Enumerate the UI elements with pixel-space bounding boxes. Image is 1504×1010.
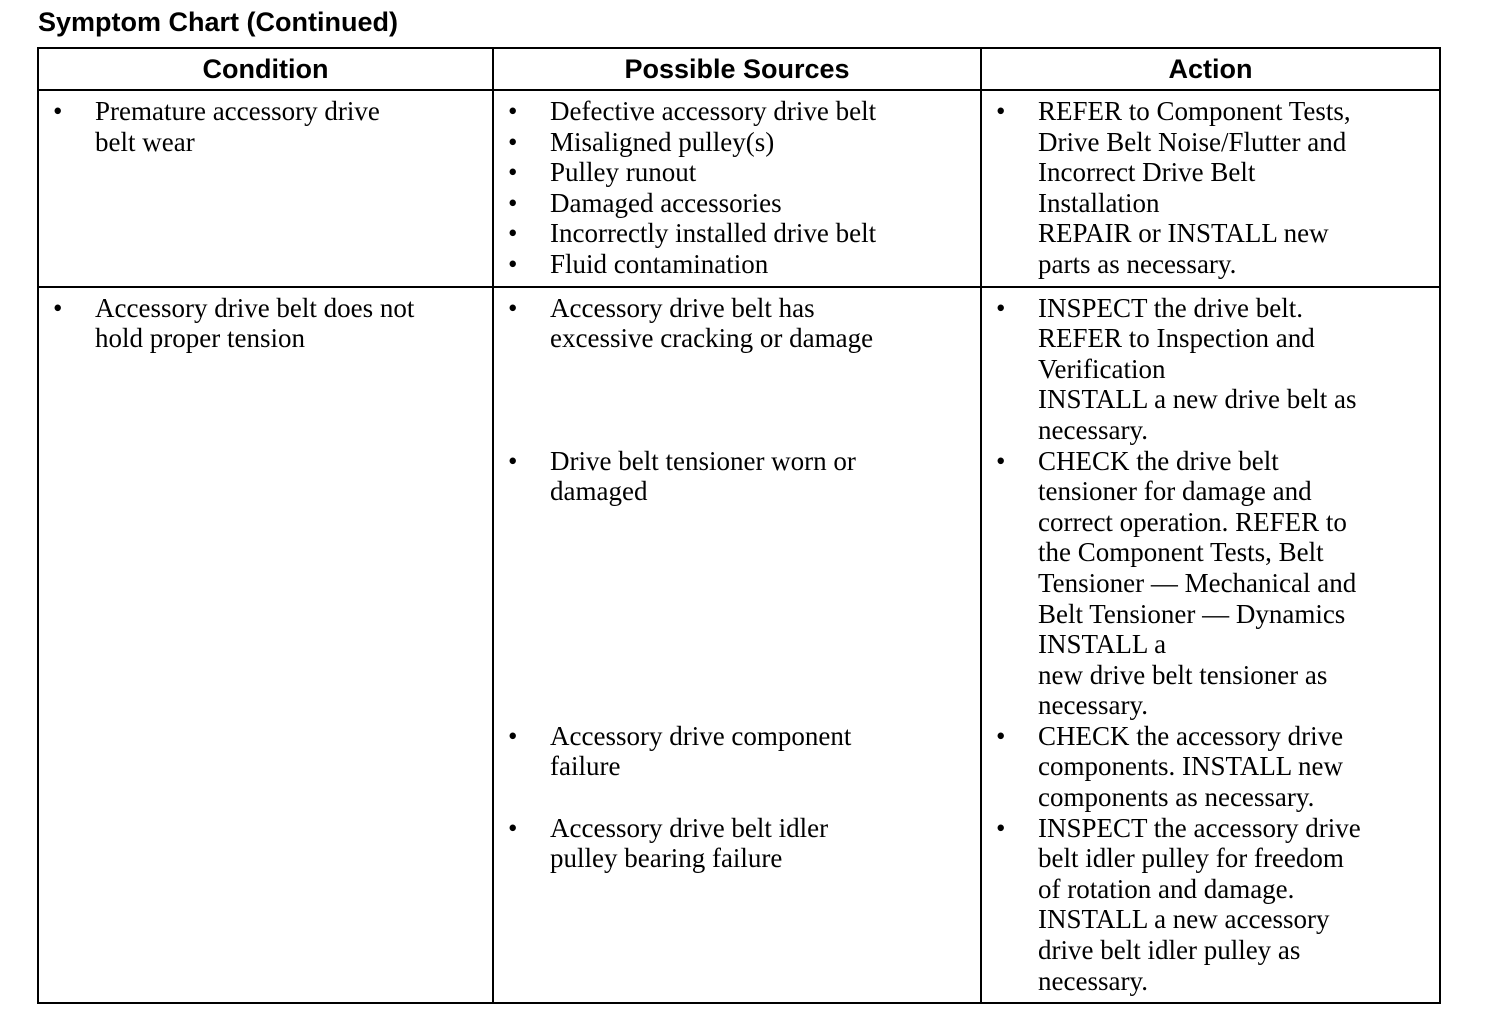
text-line: Incorrect Drive Belt bbox=[1038, 157, 1256, 188]
bullet: • bbox=[53, 292, 63, 323]
header-action: Action bbox=[981, 48, 1440, 90]
text-line: drive belt idler pulley as bbox=[1038, 935, 1301, 966]
text-line: Verification bbox=[1038, 353, 1166, 384]
text-line: Accessory drive belt does not bbox=[95, 292, 415, 323]
text-line: Drive Belt Noise/Flutter and bbox=[1038, 126, 1347, 157]
bullet: • bbox=[508, 187, 518, 218]
text-line: necessary. bbox=[1038, 965, 1148, 996]
bullet: • bbox=[508, 812, 518, 843]
symptom-chart-table bbox=[37, 47, 1441, 1004]
text-line: hold proper tension bbox=[95, 323, 305, 354]
text-line: INSTALL a new accessory bbox=[1038, 904, 1330, 935]
condition-cell bbox=[38, 287, 493, 1004]
action-item bbox=[982, 721, 1431, 813]
text-line: new drive belt tensioner as bbox=[1038, 659, 1328, 690]
bullet: • bbox=[508, 126, 518, 157]
bullet: • bbox=[996, 812, 1006, 843]
source-item bbox=[494, 157, 972, 188]
page-title: Symptom Chart (Continued) bbox=[38, 7, 398, 37]
text-line: INSPECT the drive belt. bbox=[1038, 292, 1303, 323]
text-line: INSTALL a bbox=[1038, 629, 1167, 660]
text-line: damaged bbox=[550, 476, 648, 507]
text-line: Fluid contamination bbox=[550, 248, 769, 279]
table-row bbox=[38, 287, 1440, 1004]
text-line: REFER to Component Tests, bbox=[1038, 96, 1351, 126]
text-line: correct operation. REFER to bbox=[1038, 506, 1347, 537]
sources-cell bbox=[493, 90, 981, 287]
bullet: • bbox=[508, 218, 518, 249]
text-line: Drive belt tensioner worn or bbox=[550, 445, 856, 476]
source-item bbox=[494, 127, 972, 158]
text-line: belt wear bbox=[95, 126, 195, 157]
text-line: Accessory drive component bbox=[550, 720, 852, 751]
source-item bbox=[494, 293, 972, 446]
header-condition: Condition bbox=[38, 48, 493, 90]
text-line: excessive cracking or damage bbox=[550, 323, 874, 354]
action-cell bbox=[981, 287, 1440, 1004]
text-line: REPAIR or INSTALL new bbox=[1038, 218, 1329, 249]
source-item bbox=[494, 96, 972, 127]
text-line: CHECK the drive belt bbox=[1038, 445, 1279, 476]
text-line: INSTALL a new drive belt as bbox=[1038, 384, 1357, 415]
text-line: Pulley runout bbox=[550, 157, 697, 188]
text-line: Installation bbox=[1038, 187, 1160, 218]
action-item bbox=[982, 96, 1431, 280]
text-line: Accessory drive belt idler bbox=[550, 812, 829, 843]
text-line: Defective accessory drive belt bbox=[550, 96, 877, 126]
text-line: of rotation and damage. bbox=[1038, 873, 1295, 904]
header-possible-sources: Possible Sources bbox=[493, 48, 981, 90]
action-item bbox=[982, 446, 1431, 721]
text-line: REFER to Inspection and bbox=[1038, 323, 1315, 354]
text-line: failure bbox=[550, 751, 621, 782]
text-line: tensioner for damage and bbox=[1038, 476, 1312, 507]
text-line: the Component Tests, Belt bbox=[1038, 537, 1324, 568]
source-item bbox=[494, 446, 972, 721]
bullet: • bbox=[53, 96, 63, 126]
condition-item bbox=[39, 293, 484, 354]
text-line: pulley bearing failure bbox=[550, 843, 783, 874]
bullet: • bbox=[508, 157, 518, 188]
text-line: necessary. bbox=[1038, 690, 1148, 721]
text-line: components. INSTALL new bbox=[1038, 751, 1344, 782]
source-item bbox=[494, 188, 972, 219]
bullet: • bbox=[508, 445, 518, 476]
bullet: • bbox=[508, 96, 518, 126]
condition-item bbox=[39, 96, 484, 157]
sources-cell bbox=[493, 287, 981, 1004]
action-cell bbox=[981, 90, 1440, 287]
bullet: • bbox=[508, 720, 518, 751]
action-item bbox=[982, 813, 1431, 997]
text-line: Premature accessory drive bbox=[95, 96, 380, 126]
bullet: • bbox=[996, 292, 1006, 323]
bullet: • bbox=[996, 720, 1006, 751]
source-item bbox=[494, 813, 972, 874]
table-row bbox=[38, 90, 1440, 287]
text-line: necessary. bbox=[1038, 414, 1148, 445]
bullet: • bbox=[996, 445, 1006, 476]
text-line: CHECK the accessory drive bbox=[1038, 720, 1344, 751]
source-item bbox=[494, 218, 972, 249]
text-line: Damaged accessories bbox=[550, 187, 782, 218]
source-item bbox=[494, 721, 972, 813]
text-line: Belt Tensioner — Dynamics bbox=[1038, 598, 1346, 629]
bullet: • bbox=[996, 96, 1006, 126]
text-line: Tensioner — Mechanical and bbox=[1038, 567, 1357, 598]
text-line: INSPECT the accessory drive bbox=[1038, 812, 1361, 843]
text-line: components as necessary. bbox=[1038, 782, 1315, 813]
bullet: • bbox=[508, 292, 518, 323]
text-line: Accessory drive belt has bbox=[550, 292, 815, 323]
text-line: Incorrectly installed drive belt bbox=[550, 218, 877, 249]
text-line: parts as necessary. bbox=[1038, 248, 1237, 279]
bullet: • bbox=[508, 248, 518, 279]
text-line: belt idler pulley for freedom bbox=[1038, 843, 1344, 874]
text-line: Misaligned pulley(s) bbox=[550, 126, 775, 157]
condition-cell bbox=[38, 90, 493, 287]
source-item bbox=[494, 249, 972, 280]
action-item bbox=[982, 293, 1431, 446]
table-header-row bbox=[38, 48, 1440, 90]
